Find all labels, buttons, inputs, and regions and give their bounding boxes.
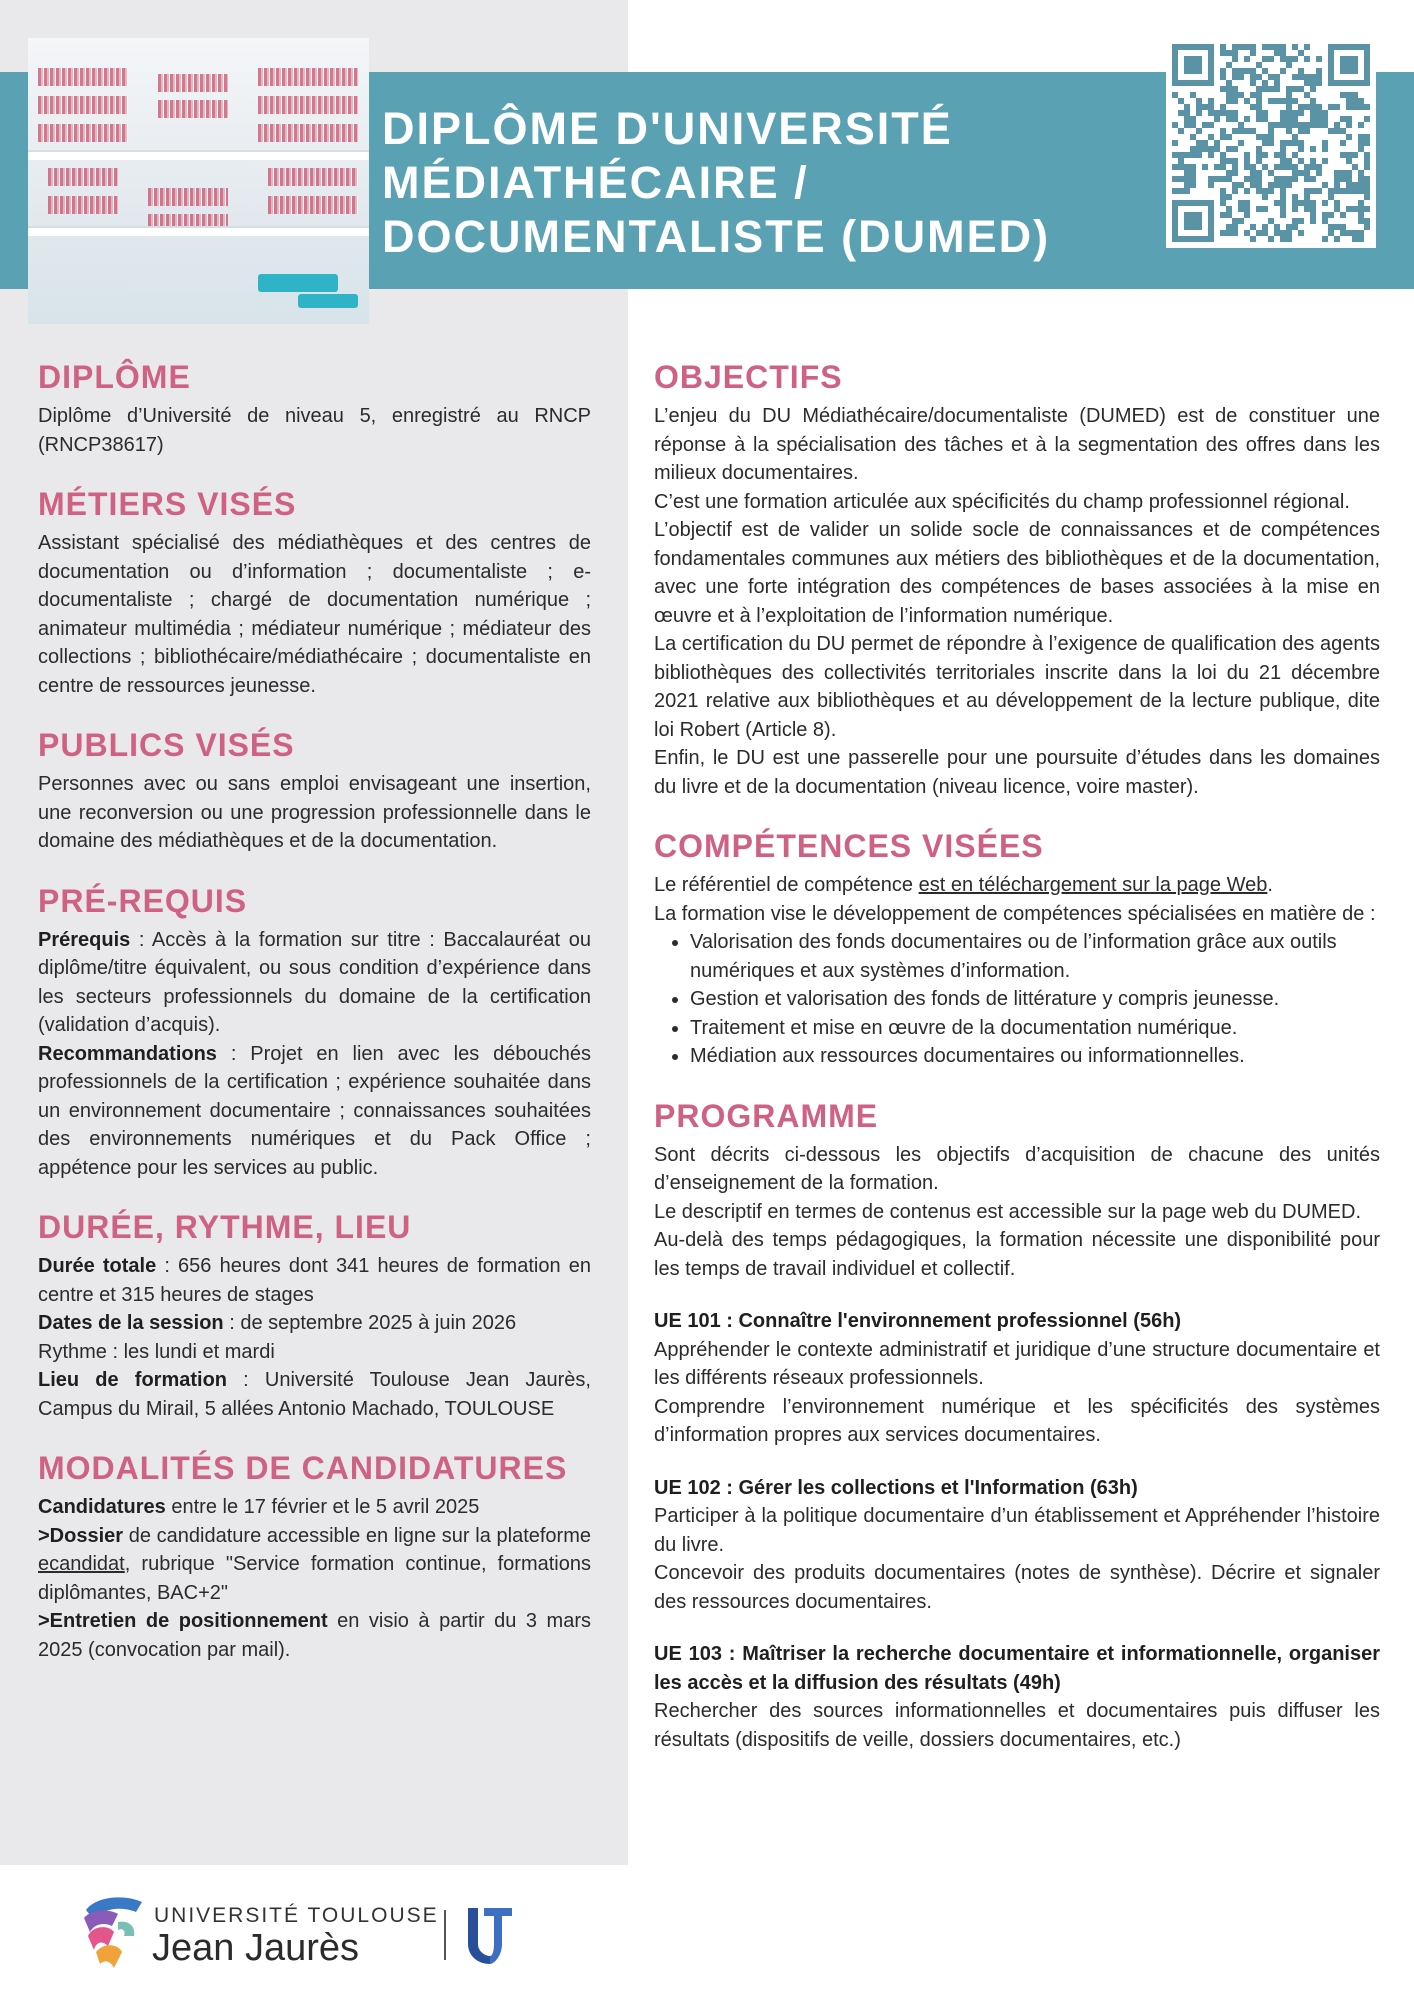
right-column: [654, 358, 1380, 1754]
competences-intro-b: .: [1267, 874, 1273, 896]
section-title-prerequis: PRÉ-REQUIS: [38, 882, 248, 919]
recommandations-text: : Projet en lien avec les débouchés professionnels de la certification ; expérience souhaitée dans un environnement documentaire ; connaissances souhaitées des environnements numériques et du Pack Office ; appétence pour les services au public.: [38, 1042, 591, 1179]
dossier-text-a: de candidature accessible en ligne sur la plateforme: [123, 1524, 591, 1547]
ue101-title-text: UE 101 : Connaître l'environnement professionnel (56h): [654, 1310, 1182, 1332]
ue102-title: [654, 1474, 1380, 1503]
recommandations-label: Recommandations: [38, 1042, 217, 1065]
ut-logo-icon: [464, 1904, 516, 1966]
list-item: • Valorisation des fonds documentaires ou de l’information grâce aux outils numériques et aux systèmes d’information.: [690, 928, 1380, 985]
objectifs-paragraph: Enfin, le DU est une passerelle pour une poursuite d’études dans les domaines du livre et de la documentation (niveau licence, voire master).: [654, 747, 1380, 798]
section-title-duree: DURÉE, RYTHME, LIEU: [38, 1209, 412, 1245]
dates-label: Dates de la session: [38, 1312, 224, 1334]
dossier-label: >Dossier: [38, 1524, 124, 1547]
ue102-line: Concevoir des produits documentaires (notes de synthèse). Décrire et signaler des ressources documentaires.: [654, 1562, 1380, 1613]
referentiel-link[interactable]: est en téléchargement sur la page Web: [918, 874, 1268, 896]
duree-totale: [38, 1252, 591, 1309]
dates-session: [38, 1309, 591, 1338]
library-photo: [28, 38, 369, 324]
logo-separator: [444, 1910, 446, 1960]
title-line-3: DOCUMENTALISTE (DUMED): [382, 211, 1051, 262]
section-title-competences: COMPÉTENCES VISÉES: [654, 828, 1044, 864]
diplome-text: Diplôme d’Université de niveau 5, enregistré au RNCP (RNCP38617): [38, 405, 591, 456]
lieu-text: : Université Toulouse Jean Jaurès, Campus du Mirail, 5 allées Antonio Machado, TOULOUSE: [38, 1369, 591, 1420]
candidatures-text: entre le 17 février et le 5 avril 2025: [165, 1496, 480, 1518]
university-name: Jean Jaurès: [152, 1927, 360, 1969]
section-title-publics: PUBLICS VISÉS: [38, 727, 295, 763]
objectifs-paragraph: L’enjeu du DU Médiathécaire/documentaliste (DUMED) est de constituer une réponse à la spécialisation des tâches et à la segmentation des offres dans les milieux documentaires.: [654, 405, 1380, 484]
competences-intro-a: Le référentiel de compétence: [654, 874, 919, 896]
list-item: • Traitement et mise en œuvre de la documentation numérique.: [690, 1014, 1380, 1043]
ue101-line: Comprendre l’environnement numérique et les spécificités des systèmes d’information propres aux services documentaires.: [654, 1395, 1380, 1446]
prerequis-label: Prérequis: [38, 928, 131, 951]
candidatures-label: Candidatures: [38, 1496, 166, 1518]
list-item: • Médiation aux ressources documentaires ou informationnelles.: [690, 1042, 1380, 1071]
document-title: [382, 102, 1102, 264]
section-title-modalites: MODALITÉS DE CANDIDATURES: [38, 1450, 568, 1486]
ue101-title: [654, 1307, 1380, 1336]
programme-paragraph: Sont décrits ci-dessous les objectifs d’acquisition de chacune des unités d’enseignement de la formation.: [654, 1143, 1380, 1194]
title-line-1: DIPLÔME D'UNIVERSITÉ: [382, 103, 953, 154]
lieu-formation: [38, 1366, 591, 1423]
entretien-text: en visio à partir du 3 mars 2025 (convocation par mail).: [38, 1610, 591, 1661]
prerequis-text: : Accès à la formation sur titre : Baccalauréat ou diplôme/titre équivalent, ou sous condition d’expérience dans les secteurs professionnels du domaine de la certification (validation d’acquis).: [38, 928, 591, 1036]
candidatures: [38, 1493, 591, 1522]
dates-text: : de septembre 2025 à juin 2026: [223, 1312, 517, 1334]
ue103-title-text: UE 103 : Maîtriser la recherche documentaire et informationnelle, organiser les accès et la diffusion des résultats (49h): [654, 1643, 1380, 1694]
publics-text: Personnes avec ou sans emploi envisageant une insertion, une reconversion ou une progression professionnelle dans le domaine des médiathèques et de la documentation.: [38, 773, 591, 852]
section-title-objectifs: OBJECTIFS: [654, 359, 843, 395]
ue103-line: Rechercher des sources informationnelles et documentaires puis diffuser les résultats (dispositifs de veille, dossiers documentaires, etc.): [654, 1700, 1380, 1751]
list-item: • Gestion et valorisation des fonds de littérature y compris jeunesse.: [690, 985, 1380, 1014]
rythme-label: Rythme: [38, 1340, 107, 1363]
objectifs-paragraph: C’est une formation articulée aux spécificités du champ professionnel régional.: [654, 490, 1350, 513]
ue101-line: Appréhender le contexte administratif et juridique d’une structure documentaire et les différents réseaux professionnels.: [654, 1338, 1380, 1389]
section-title-programme: PROGRAMME: [654, 1097, 879, 1134]
objectifs-paragraph: La certification du DU permet de répondre à l’exigence de qualification des agents bibliothèques des collectivités territoriales inscrite dans la loi du 21 décembre 2021 relative aux bibliothèques et au développement de la lecture publique, dite loi Robert (Article 8).: [654, 633, 1380, 741]
objectifs-paragraph: L’objectif est de valider un solide socle de connaissances et de compétences fondamentales communes aux métiers des bibliothèques et de la documentation, avec une forte intégration des compétences de bases associées à la mise en œuvre et à l’exploitation de l’information numérique.: [654, 519, 1380, 627]
entretien: [38, 1607, 591, 1664]
dossier-text-b: , rubrique "Service formation continue, formations diplômantes, BAC+2": [38, 1553, 591, 1604]
rythme: [38, 1338, 591, 1367]
section-title-diplome: DIPLÔME: [38, 359, 191, 395]
duree-label: Durée totale: [38, 1255, 157, 1277]
programme-paragraph: Au-delà des temps pédagogiques, la formation nécessite une disponibilité pour les temps de travail individuel et collectif.: [654, 1229, 1380, 1280]
metiers-text: Assistant spécialisé des médiathèques et des centres de documentation ou d’information ; documentaliste ; e-documentaliste ; chargé de documentation numérique ; animateur multimédia ; médiateur numérique ; médiateur des collections ; bibliothécaire/médiathécaire ; documentaliste en centre de ressources jeunesse.: [38, 532, 591, 697]
prerequis-paragraph: [38, 926, 591, 1040]
ue103-title: [654, 1640, 1380, 1697]
title-line-2: MÉDIATHÉCAIRE /: [382, 157, 809, 208]
qr-code[interactable]: [1166, 38, 1376, 248]
left-column: [38, 358, 591, 1664]
competences-intro-2: La formation vise le développement de compétences spécialisées en matière de :: [654, 902, 1376, 925]
university-logo-icon: [78, 1892, 150, 1972]
entretien-label: >Entretien de positionnement: [38, 1610, 328, 1632]
recommandations-paragraph: [38, 1040, 591, 1183]
competences-intro: [654, 871, 1380, 900]
dossier: [38, 1522, 591, 1608]
section-title-metiers: MÉTIERS VISÉS: [38, 486, 297, 522]
ue102-line: Participer à la politique documentaire d’un établissement et Appréhender l’histoire du livre.: [654, 1505, 1380, 1556]
duree-text: : 656 heures dont 341 heures de formation en centre et 315 heures de stages: [38, 1255, 591, 1306]
competences-list: [654, 928, 1380, 1071]
ue102-title-text: UE 102 : Gérer les collections et l'Information (63h): [654, 1476, 1138, 1499]
lieu-label: Lieu de formation: [38, 1369, 228, 1391]
programme-paragraph: Le descriptif en termes de contenus est accessible sur la page web du DUMED.: [654, 1200, 1362, 1223]
university-name-top: UNIVERSITÉ TOULOUSE: [154, 1904, 439, 1927]
footer-logos: [78, 1892, 578, 1972]
ecandidat-link[interactable]: ecandidat: [38, 1553, 125, 1575]
rythme-text: : les lundi et mardi: [106, 1340, 275, 1363]
